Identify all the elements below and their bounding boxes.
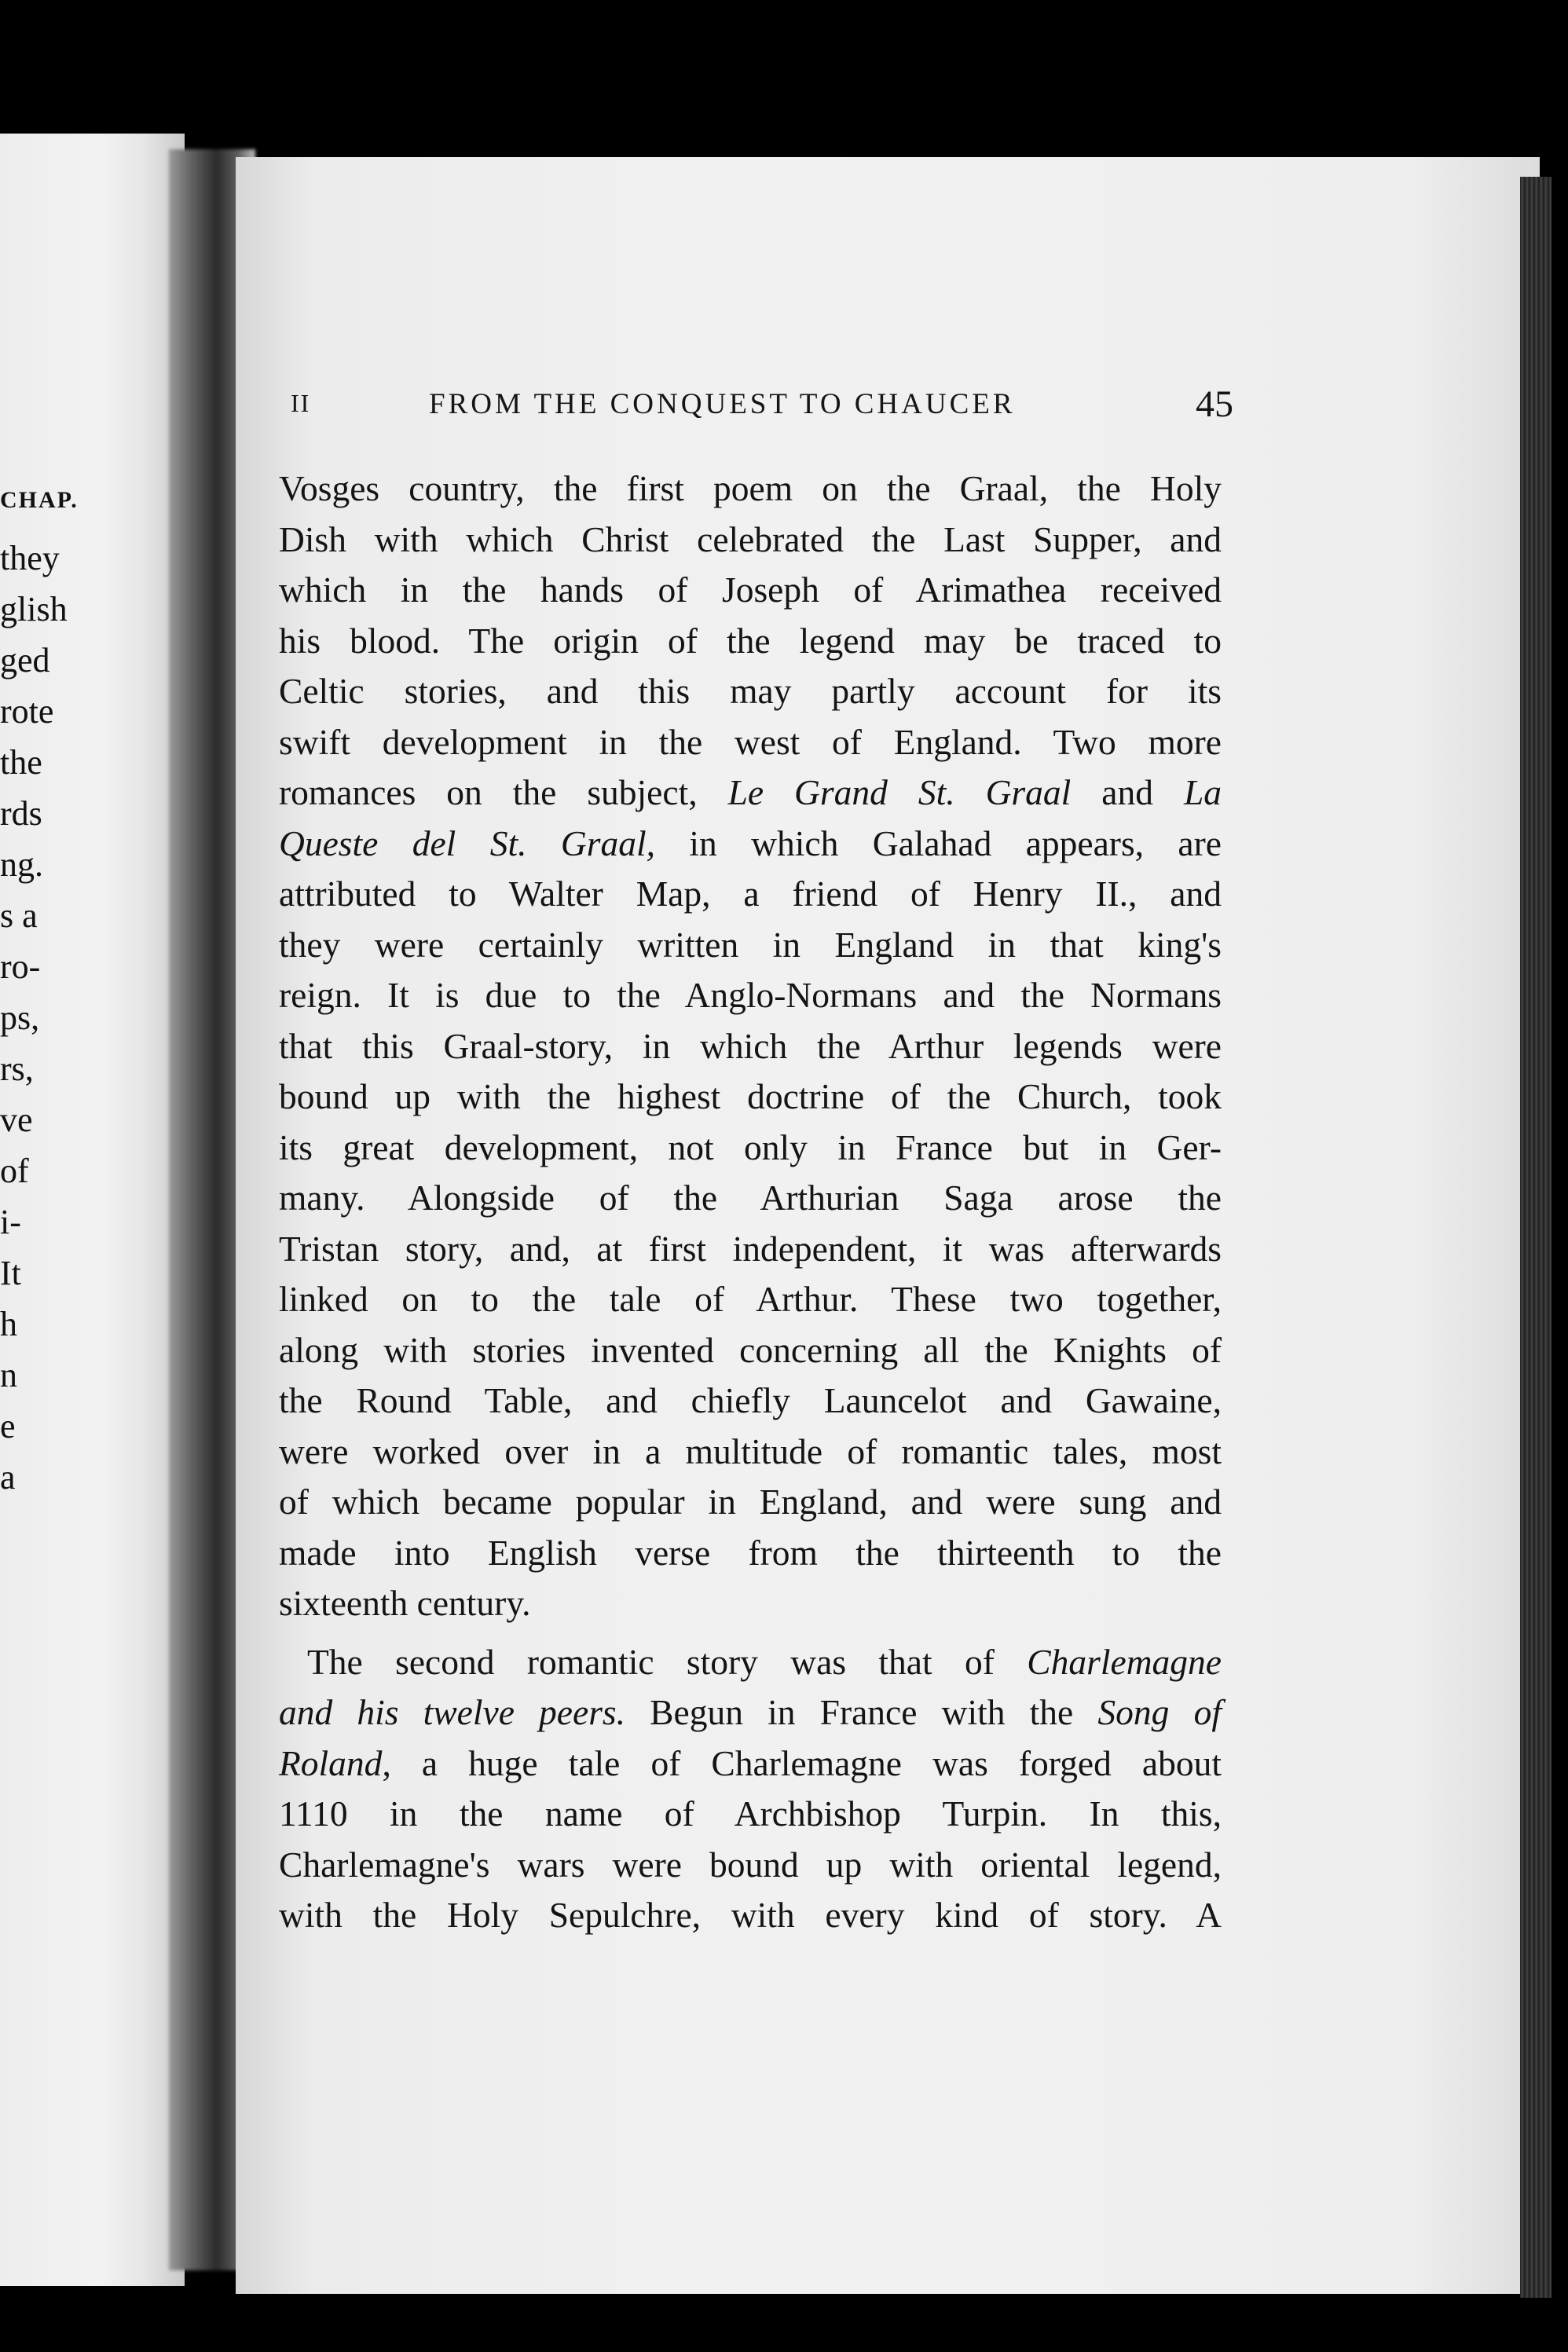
text-run: which in the hands of Joseph of Arimathea received xyxy=(279,570,1222,610)
text-run: many. Alongside of the Arthurian Saga arose the xyxy=(279,1178,1222,1218)
text-run: along with stories invented concerning all the Knights of xyxy=(279,1329,1222,1370)
text-run: romances on the subject, xyxy=(279,772,728,812)
text-line xyxy=(279,1477,1222,1528)
text-line xyxy=(279,1224,1222,1275)
text-line xyxy=(279,616,1222,667)
text-run: with the Holy Sepulchre, with every kind of story. A xyxy=(279,1895,1222,1935)
text-line xyxy=(279,565,1222,616)
text-run: that this Graal-story, in which the Arthur legends were xyxy=(279,1025,1222,1066)
text-run: The second romantic story was that of xyxy=(307,1641,1028,1682)
text-line xyxy=(279,666,1222,717)
left-page-line: i- xyxy=(0,1203,21,1241)
text-line xyxy=(279,463,1222,515)
text-line xyxy=(279,1890,1222,1941)
text-run: were worked over in a multitude of romantic tales, most xyxy=(279,1431,1222,1471)
text-line xyxy=(279,1173,1222,1224)
running-title: FROM THE CONQUEST TO CHAUCER xyxy=(429,388,1016,420)
left-page-line: ro- xyxy=(0,947,41,986)
left-page-line: ng. xyxy=(0,845,43,884)
chapter-number: II xyxy=(291,389,311,417)
page-edge xyxy=(1520,177,1552,2298)
text-line xyxy=(279,1578,1222,1629)
text-run: Dish with which Christ celebrated the Last Supper, and xyxy=(279,518,1222,559)
left-page-line: rs, xyxy=(0,1050,34,1088)
left-page-header: CHAP. xyxy=(0,487,79,513)
text-run: made into English verse from the thirteenth to the xyxy=(279,1532,1222,1573)
italic-text: Song of xyxy=(1097,1692,1222,1732)
text-line xyxy=(279,1738,1222,1790)
text-line xyxy=(279,717,1222,768)
text-line xyxy=(279,1687,1222,1738)
left-page-line: ps, xyxy=(0,998,40,1037)
text-run: Tristan story, and, at first independent, it was afterwards xyxy=(279,1228,1222,1269)
left-page-line: glish xyxy=(0,590,68,628)
text-run: Begun in France with the xyxy=(625,1692,1098,1732)
text-run: his blood. The origin of the legend may be traced to xyxy=(279,620,1222,661)
text-run: of which became popular in England, and were sung and xyxy=(279,1482,1222,1522)
text-run: in which Galahad appears, are xyxy=(654,822,1222,863)
text-run: , a huge tale of Charlemagne was forged about xyxy=(382,1742,1222,1783)
text-line xyxy=(279,1376,1222,1427)
text-line xyxy=(279,1021,1222,1072)
left-page-line: s a xyxy=(0,896,38,935)
italic-text: Le Grand St. Graal xyxy=(727,772,1072,812)
text-run: sixteenth century. xyxy=(279,1583,531,1623)
text-line xyxy=(279,1427,1222,1478)
left-page xyxy=(0,134,185,2286)
left-page-line: they xyxy=(0,539,60,577)
text-run: the Round Table, and chiefly Launcelot and Gawaine, xyxy=(279,1380,1222,1420)
text-run: Vosges country, the first poem on the Graal, the Holy xyxy=(279,468,1222,508)
text-line xyxy=(279,1274,1222,1325)
text-run: Charlemagne's wars were bound up with oriental legend, xyxy=(279,1844,1222,1885)
text-line xyxy=(279,970,1222,1021)
text-run: swift development in the west of England. Two more xyxy=(279,721,1222,762)
italic-text: and his twelve peers. xyxy=(279,1692,625,1732)
text-line xyxy=(279,819,1222,870)
text-line xyxy=(279,920,1222,971)
left-page-line: e xyxy=(0,1407,16,1445)
text-line xyxy=(279,1325,1222,1376)
text-line xyxy=(279,768,1222,819)
text-line xyxy=(279,1072,1222,1123)
text-line xyxy=(279,515,1222,566)
text-run: its great development, not only in France but in Ger- xyxy=(279,1127,1222,1167)
left-page-line: a xyxy=(0,1458,16,1497)
text-line xyxy=(279,1637,1222,1688)
text-run: 1110 in the name of Archbishop Turpin. In this, xyxy=(279,1793,1222,1834)
text-run: bound up with the highest doctrine of the Church, took xyxy=(279,1076,1222,1116)
text-line xyxy=(279,1528,1222,1579)
text-line xyxy=(279,869,1222,920)
body-text xyxy=(279,463,1222,1941)
page-number: 45 xyxy=(1196,383,1233,425)
left-page-line: h xyxy=(0,1305,17,1343)
left-page-line: rote xyxy=(0,692,54,731)
text-run: and xyxy=(1071,772,1184,812)
text-run: attributed to Walter Map, a friend of Henry II., and xyxy=(279,874,1222,914)
left-page-line: rds xyxy=(0,794,42,833)
running-head xyxy=(291,383,1233,430)
italic-text: Queste del St. Graal, xyxy=(279,822,655,863)
text-line xyxy=(279,1789,1222,1840)
left-page-line: ve xyxy=(0,1101,33,1139)
left-page-line: n xyxy=(0,1356,17,1394)
left-page-line: of xyxy=(0,1152,29,1190)
italic-text: Charlemagne xyxy=(1027,1641,1222,1682)
text-run: they were certainly written in England in that king's xyxy=(279,924,1222,965)
italic-text: La xyxy=(1183,772,1222,812)
left-page-line: the xyxy=(0,743,42,782)
italic-text: Roland xyxy=(279,1742,383,1783)
text-run: reign. It is due to the Anglo-Normans and the Normans xyxy=(279,975,1222,1015)
left-page-line: It xyxy=(0,1254,21,1292)
text-run: Celtic stories, and this may partly account for its xyxy=(279,671,1222,711)
text-run: linked on to the tale of Arthur. These two together, xyxy=(279,1279,1222,1319)
left-page-line: ged xyxy=(0,641,50,680)
text-line xyxy=(279,1840,1222,1891)
text-line xyxy=(279,1123,1222,1174)
